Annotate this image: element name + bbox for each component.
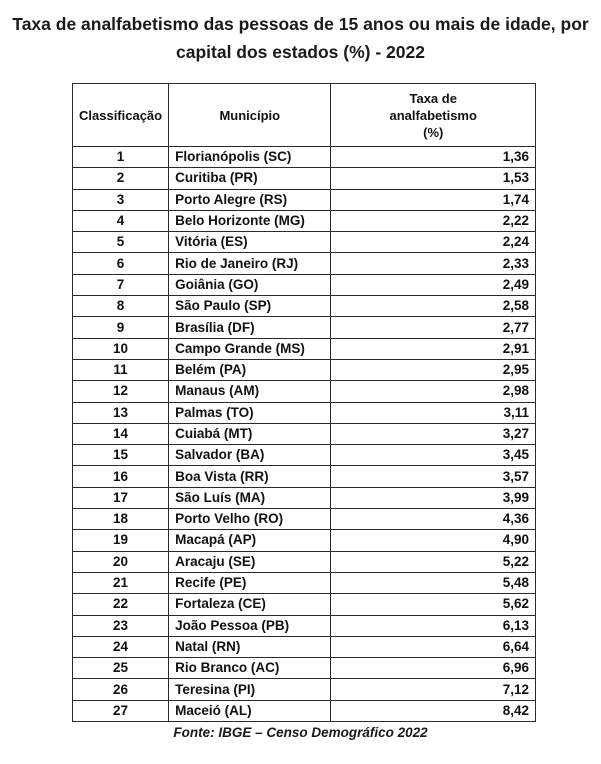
rank-cell: 23 bbox=[73, 615, 169, 636]
rate-cell: 6,96 bbox=[331, 658, 536, 679]
source-note: Fonte: IBGE – Censo Demográfico 2022 bbox=[173, 725, 428, 740]
rate-cell: 2,77 bbox=[331, 317, 536, 338]
rank-cell: 8 bbox=[73, 296, 169, 317]
table-row bbox=[73, 487, 536, 508]
rank-cell: 21 bbox=[73, 572, 169, 593]
chart-title bbox=[0, 10, 601, 66]
table-row bbox=[73, 445, 536, 466]
chart-title-line-1: Taxa de analfabetismo das pessoas de 15 anos ou mais de idade, por bbox=[12, 14, 589, 34]
table-row bbox=[73, 274, 536, 295]
city-cell: Porto Velho (RO) bbox=[169, 509, 331, 530]
rate-cell: 2,33 bbox=[331, 253, 536, 274]
rank-cell: 2 bbox=[73, 168, 169, 189]
rate-cell: 4,90 bbox=[331, 530, 536, 551]
rate-cell: 3,11 bbox=[331, 402, 536, 423]
table-row bbox=[73, 572, 536, 593]
table-row bbox=[73, 317, 536, 338]
rate-cell: 1,74 bbox=[331, 189, 536, 210]
city-cell: Teresina (PI) bbox=[169, 679, 331, 700]
rate-cell: 4,36 bbox=[331, 509, 536, 530]
rank-cell: 10 bbox=[73, 338, 169, 359]
table-row bbox=[73, 168, 536, 189]
literacy-ranking-table bbox=[72, 83, 536, 722]
city-cell: Curitiba (PR) bbox=[169, 168, 331, 189]
city-cell: Fortaleza (CE) bbox=[169, 594, 331, 615]
city-cell: Palmas (TO) bbox=[169, 402, 331, 423]
header-municipio: Município bbox=[169, 84, 331, 147]
rate-cell: 8,42 bbox=[331, 700, 536, 721]
city-cell: Campo Grande (MS) bbox=[169, 338, 331, 359]
rank-cell: 16 bbox=[73, 466, 169, 487]
city-cell: Maceió (AL) bbox=[169, 700, 331, 721]
table-header-row bbox=[73, 84, 536, 147]
rank-cell: 20 bbox=[73, 551, 169, 572]
table-row bbox=[73, 636, 536, 657]
rate-cell: 3,99 bbox=[331, 487, 536, 508]
city-cell: São Paulo (SP) bbox=[169, 296, 331, 317]
rate-cell: 3,57 bbox=[331, 466, 536, 487]
table-row bbox=[73, 253, 536, 274]
rank-cell: 3 bbox=[73, 189, 169, 210]
table-row bbox=[73, 466, 536, 487]
rate-cell: 5,62 bbox=[331, 594, 536, 615]
rate-cell: 2,22 bbox=[331, 210, 536, 231]
header-classificacao: Classificação bbox=[73, 84, 169, 147]
table-row bbox=[73, 509, 536, 530]
rate-cell: 6,64 bbox=[331, 636, 536, 657]
rate-cell: 1,53 bbox=[331, 168, 536, 189]
table-row bbox=[73, 232, 536, 253]
rank-cell: 4 bbox=[73, 210, 169, 231]
rank-cell: 22 bbox=[73, 594, 169, 615]
rank-cell: 9 bbox=[73, 317, 169, 338]
table-row bbox=[73, 189, 536, 210]
city-cell: Vitória (ES) bbox=[169, 232, 331, 253]
table-row bbox=[73, 423, 536, 444]
rate-cell: 6,13 bbox=[331, 615, 536, 636]
rank-cell: 14 bbox=[73, 423, 169, 444]
city-cell: Brasília (DF) bbox=[169, 317, 331, 338]
city-cell: Macapá (AP) bbox=[169, 530, 331, 551]
table-row bbox=[73, 594, 536, 615]
rate-cell: 3,45 bbox=[331, 445, 536, 466]
table-row bbox=[73, 530, 536, 551]
rate-cell: 7,12 bbox=[331, 679, 536, 700]
city-cell: São Luís (MA) bbox=[169, 487, 331, 508]
rank-cell: 12 bbox=[73, 381, 169, 402]
city-cell: Rio Branco (AC) bbox=[169, 658, 331, 679]
rank-cell: 7 bbox=[73, 274, 169, 295]
table-row bbox=[73, 338, 536, 359]
rank-cell: 1 bbox=[73, 147, 169, 168]
rank-cell: 15 bbox=[73, 445, 169, 466]
rate-cell: 5,48 bbox=[331, 572, 536, 593]
rank-cell: 13 bbox=[73, 402, 169, 423]
rate-cell: 2,98 bbox=[331, 381, 536, 402]
header-taxa bbox=[331, 84, 536, 147]
table-row bbox=[73, 359, 536, 380]
rank-cell: 19 bbox=[73, 530, 169, 551]
table-row bbox=[73, 210, 536, 231]
rate-cell: 2,91 bbox=[331, 338, 536, 359]
rank-cell: 26 bbox=[73, 679, 169, 700]
rate-cell: 5,22 bbox=[331, 551, 536, 572]
city-cell: Porto Alegre (RS) bbox=[169, 189, 331, 210]
city-cell: João Pessoa (PB) bbox=[169, 615, 331, 636]
city-cell: Belo Horizonte (MG) bbox=[169, 210, 331, 231]
chart-title-line-2: capital dos estados (%) - 2022 bbox=[176, 42, 425, 62]
rate-cell: 3,27 bbox=[331, 423, 536, 444]
rate-cell: 2,49 bbox=[331, 274, 536, 295]
table-row bbox=[73, 679, 536, 700]
table-row bbox=[73, 147, 536, 168]
city-cell: Aracaju (SE) bbox=[169, 551, 331, 572]
header-taxa-line-2: analfabetismo bbox=[389, 107, 477, 123]
city-cell: Belém (PA) bbox=[169, 359, 331, 380]
rate-cell: 1,36 bbox=[331, 147, 536, 168]
table-row bbox=[73, 615, 536, 636]
city-cell: Goiânia (GO) bbox=[169, 274, 331, 295]
table-row bbox=[73, 296, 536, 317]
city-cell: Recife (PE) bbox=[169, 572, 331, 593]
rank-cell: 18 bbox=[73, 509, 169, 530]
header-taxa-line-1: Taxa de bbox=[409, 90, 457, 106]
table-row bbox=[73, 700, 536, 721]
rank-cell: 25 bbox=[73, 658, 169, 679]
rank-cell: 11 bbox=[73, 359, 169, 380]
city-cell: Salvador (BA) bbox=[169, 445, 331, 466]
table-body bbox=[73, 147, 536, 722]
table-row bbox=[73, 402, 536, 423]
rank-cell: 17 bbox=[73, 487, 169, 508]
city-cell: Rio de Janeiro (RJ) bbox=[169, 253, 331, 274]
city-cell: Cuiabá (MT) bbox=[169, 423, 331, 444]
rank-cell: 27 bbox=[73, 700, 169, 721]
rank-cell: 6 bbox=[73, 253, 169, 274]
city-cell: Boa Vista (RR) bbox=[169, 466, 331, 487]
city-cell: Natal (RN) bbox=[169, 636, 331, 657]
city-cell: Florianópolis (SC) bbox=[169, 147, 331, 168]
table-row bbox=[73, 381, 536, 402]
rate-cell: 2,58 bbox=[331, 296, 536, 317]
table-row bbox=[73, 551, 536, 572]
table-row bbox=[73, 658, 536, 679]
rate-cell: 2,95 bbox=[331, 359, 536, 380]
rank-cell: 5 bbox=[73, 232, 169, 253]
city-cell: Manaus (AM) bbox=[169, 381, 331, 402]
header-taxa-line-3: (%) bbox=[423, 124, 444, 140]
rank-cell: 24 bbox=[73, 636, 169, 657]
rate-cell: 2,24 bbox=[331, 232, 536, 253]
